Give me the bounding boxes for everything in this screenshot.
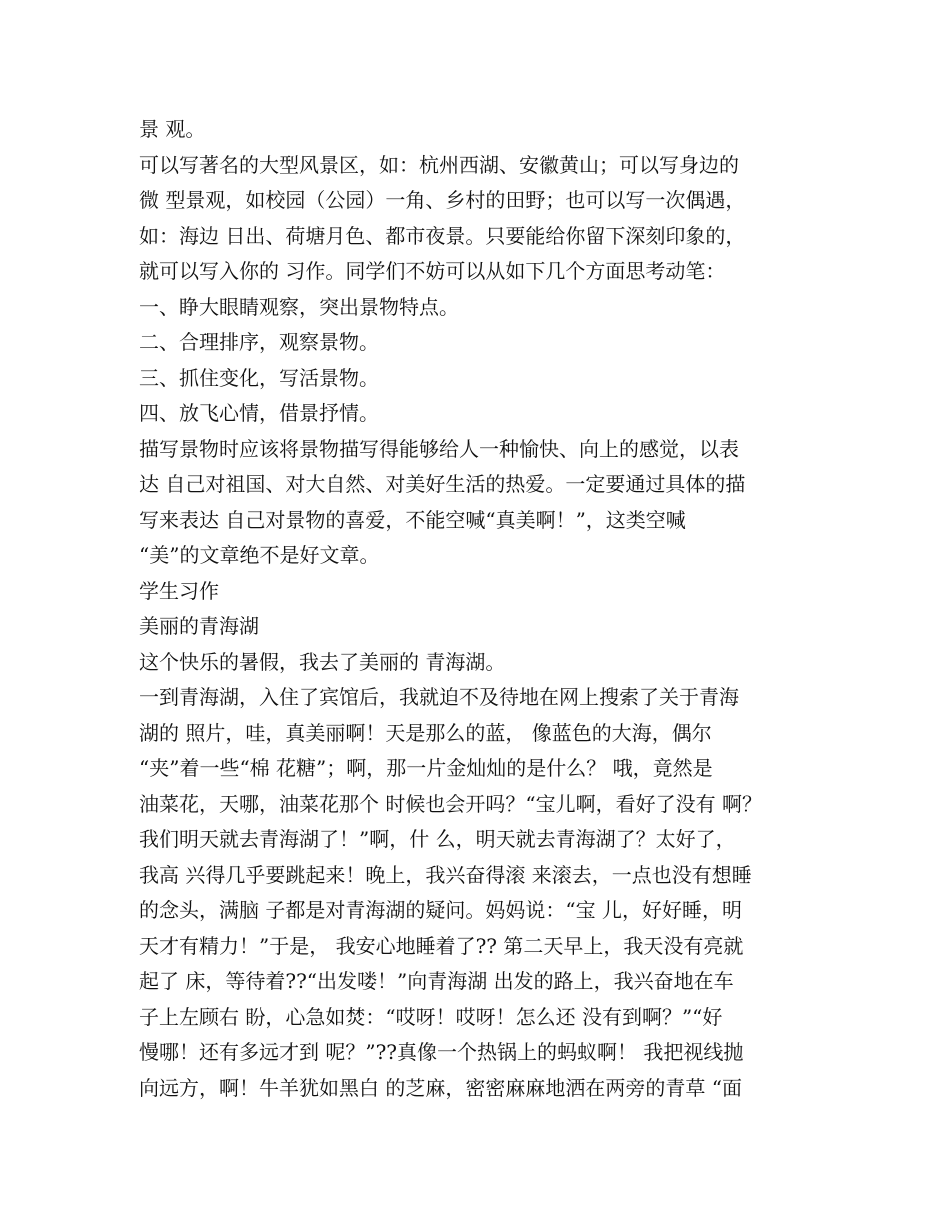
section-heading: 学生习作 xyxy=(139,578,219,603)
text-line: 就可以写入你的 习作。同学们不妨可以从如下几个方面思考动笔： xyxy=(139,259,726,283)
text-line: 可以写著名的大型风景区，如：杭州西湖、安徽黄山；可以写身边的 xyxy=(139,152,739,177)
text-line: 慢哪！还有多远才到 呢？”??真像一个热锅上的蚂蚁啊！ 我把视线抛 xyxy=(139,1040,744,1064)
text-line: 我高 兴得几乎要跳起来！晚上，我兴奋得滚 来滚去，一点也没有想睡 xyxy=(139,862,752,887)
text-line: 的念头，满脑 子都是对青海湖的疑问。妈妈说：“宝 儿，好好睡，明 xyxy=(139,898,742,922)
text-line: “美”的文章绝不是好文章。 xyxy=(139,543,380,567)
text-line: 一到青海湖，入住了宾馆后，我就迫不及待地在网上搜索了关于青海 xyxy=(139,685,739,709)
text-line: 如：海边 日出、荷塘月色、都市夜景。只要能给你留下深刻印象的， xyxy=(139,223,746,248)
text-line: 油菜花，天哪，油菜花那个 时候也会开吗？“宝儿啊，看好了没有 啊？ xyxy=(139,791,762,816)
text-line: 湖的 照片，哇，真美丽啊！天是那么的蓝， 像蓝色的大海，偶尔 xyxy=(139,720,712,745)
text-line: 天才有精力！”于是， 我安心地睡着了?? 第二天早上，我天没有亮就 xyxy=(139,933,744,958)
text-line: 一、睁大眼睛观察，突出景物特点。 xyxy=(139,294,459,319)
text-line: “夹”着一些“棉 花糖”；啊，那一片金灿灿的是什么？ 哦，竟然是 xyxy=(139,756,713,780)
text-line: 写来表达 自己对景物的喜爱，不能空喊“真美啊！”，这类空喊 xyxy=(139,507,686,532)
text-line: 子上左顾右 盼，心急如焚：“哎呀！哎呀！怎么还 没有到啊？”“好 xyxy=(139,1004,723,1029)
document-body xyxy=(139,112,829,1106)
text-line: 我们明天就去青海湖了！”啊，什 么，明天就去青海湖了？太好了， xyxy=(139,827,736,851)
text-line: 四、放飞心情，借景抒情。 xyxy=(139,401,379,425)
text-line: 这个快乐的暑假，我去了美丽的 青海湖。 xyxy=(139,649,506,674)
text-line: 三、抓住变化，写活景物。 xyxy=(139,365,379,390)
text-line: 微 型景观，如校园（公园）一角、乡村的田野；也可以写一次偶遇， xyxy=(139,188,746,212)
text-line: 二、合理排序，观察景物。 xyxy=(139,330,379,354)
text-line: 向远方，啊！牛羊犹如黑白 的芝麻，密密麻麻地洒在两旁的青草 “面 xyxy=(139,1075,742,1100)
text-line: 景 观。 xyxy=(139,117,206,141)
text-line: 描写景物时应该将景物描写得能够给人一种愉快、向上的感觉，以表 xyxy=(139,436,739,461)
text-line: 起了 床，等待着??“出发喽！”向青海湖 出发的路上，我兴奋地在车 xyxy=(139,969,734,993)
text-line: 达 自己对祖国、对大自然、对美好生活的热爱。一定要通过具体的描 xyxy=(139,472,746,496)
essay-title: 美丽的青海湖 xyxy=(139,614,259,638)
